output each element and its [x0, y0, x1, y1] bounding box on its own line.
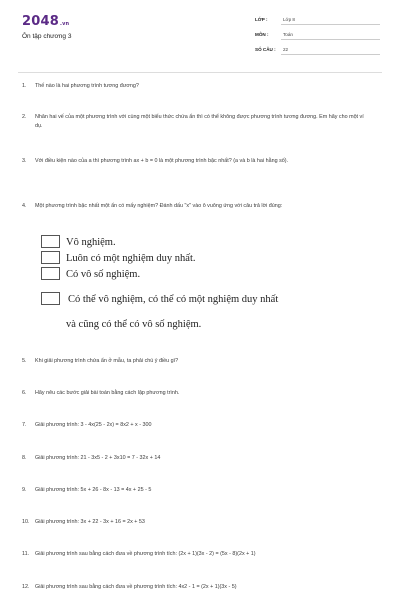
question-text: Thế nào là hai phương trình tương đương? [35, 83, 139, 89]
question-number: 11. [22, 551, 30, 557]
question-text: Giải phương trình sau bằng cách đưa về phương trình tích: 4x2 - 1 = (2x + 1)(3x - 5) [35, 584, 237, 590]
meta-subject-value: Toán [283, 32, 293, 37]
logo-text: 2048 [22, 14, 59, 29]
meta-class-label: LỚP : [255, 17, 268, 22]
question-number: 7. [22, 422, 27, 428]
meta-class-underline [281, 24, 380, 25]
site-logo[interactable] [22, 14, 69, 29]
meta-count-label: SỐ CÂU : [255, 47, 276, 52]
question-text: Nhân hai vế của một phương trình với cùng một biểu thức chứa ẩn thì có thể không được phương trình tương đương. Em hãy cho một ví dụ. [35, 114, 364, 129]
answer-option-text: và cũng có thể có vô số nghiệm. [66, 319, 202, 330]
question-number: 8. [22, 455, 27, 461]
question-text: Giải phương trình sau bằng cách đưa về phương trình tích: (2x + 1)(3x - 2) = (5x - 8)(2x + 1) [35, 551, 256, 557]
meta-subject-underline [281, 39, 380, 40]
question-number: 6. [22, 390, 27, 396]
question-text: Giải phương trình: 21 - 3x5 - 2 + 3x10 = 7 - 32x + 14 [35, 455, 161, 461]
header-divider [18, 72, 382, 73]
question-number: 5. [22, 358, 27, 364]
meta-subject [255, 32, 380, 40]
answer-option-text: Vô nghiệm. [66, 237, 116, 248]
question-text: Giải phương trình: 3 - 4x(25 - 2x) = 8x2 + x - 300 [35, 422, 152, 428]
question-text: Khi giải phương trình chứa ẩn ở mẫu, ta phải chú ý điều gì? [35, 358, 179, 364]
question-number: 10. [22, 519, 30, 525]
answer-option-text: Có vô số nghiệm. [66, 269, 141, 280]
answer-checkbox[interactable] [41, 267, 60, 280]
question-number: 3. [22, 158, 27, 164]
meta-class [255, 17, 380, 25]
question-text: Một phương trình bậc nhất một ẩn có mấy nghiệm? Đánh dấu "x" vào ô vuông ứng với câu trả lời đúng: [35, 203, 283, 209]
question-text: Giải phương trình: 3x + 22 - 3x + 16 = 2x + 53 [35, 519, 145, 525]
meta-subject-label: MÔN : [255, 32, 269, 37]
answer-option-text: Có thể vô nghiệm, có thể có một nghiệm duy nhất [68, 294, 279, 305]
question-text: Với điều kiện nào của a thì phương trình ax + b = 0 là một phương trình bậc nhất? (a và b là hai hằng số). [35, 158, 289, 164]
question-number: 1. [22, 83, 27, 89]
meta-count-underline [281, 54, 380, 55]
meta-count-value: 22 [283, 47, 289, 52]
answer-option-text: Luôn có một nghiệm duy nhất. [66, 253, 196, 264]
answer-checkbox[interactable] [41, 251, 60, 264]
logo-suffix: .vn [59, 21, 70, 27]
question-number: 12. [22, 584, 30, 590]
question-text: Hãy nêu các bước giải bài toán bằng cách lập phương trình. [35, 390, 180, 396]
answer-checkbox[interactable] [41, 292, 60, 305]
answer-checkbox[interactable] [41, 235, 60, 248]
meta-count [255, 47, 380, 55]
header [0, 0, 400, 70]
document-title: Ôn tập chương 3 [22, 33, 72, 40]
question-number: 9. [22, 487, 27, 493]
question-number: 2. [22, 114, 27, 120]
meta-class-value: Lớp 8 [283, 17, 295, 22]
question-text: Giải phương trình: 5x + 26 - 8x - 13 = 4x + 25 - 5 [35, 487, 152, 493]
question-number: 4. [22, 203, 27, 209]
